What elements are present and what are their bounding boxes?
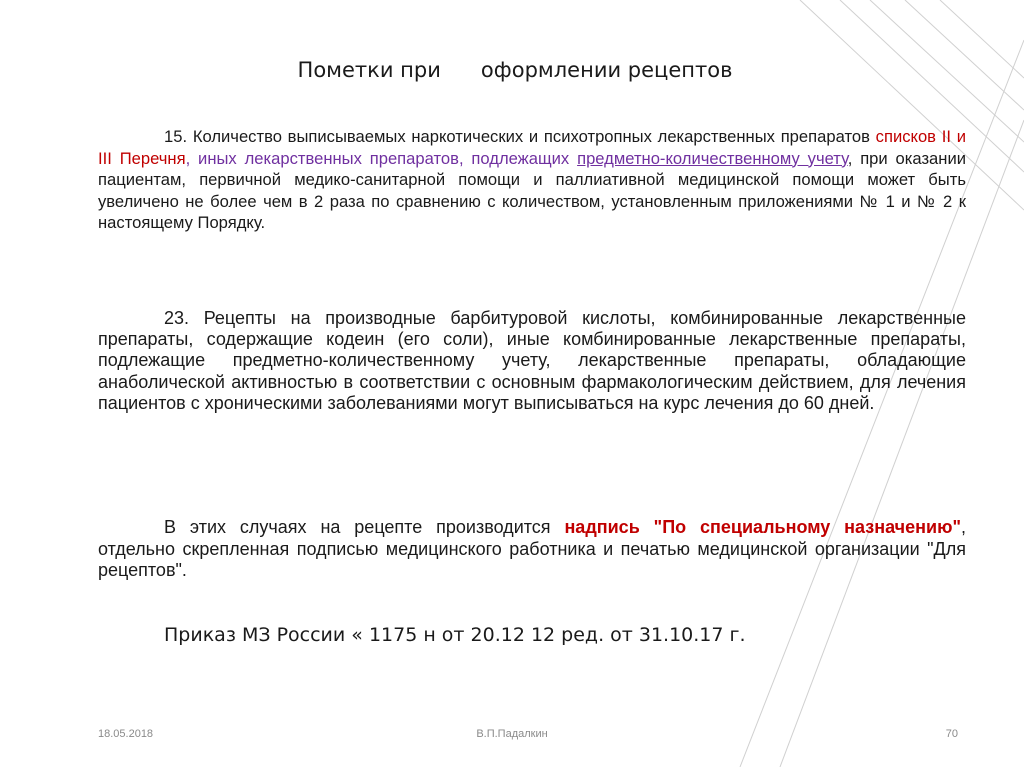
special-purpose-inscription-highlight: надпись "По специальному назначению" — [564, 517, 961, 537]
paragraph-15 — [98, 126, 966, 234]
paragraph-15-comma: , — [185, 148, 199, 168]
slide-title: Пометки при оформлении рецептов — [297, 58, 733, 82]
paragraph-note-part1: В этих случаях на рецепте производится — [164, 517, 565, 537]
footer-author: В.П.Падалкин — [476, 728, 548, 740]
paragraph-15-part2: , при оказании пациентам, первичной медико-санитарной помощи и паллиативной медицинской помощи может быть увеличено не более чем в 2 раза по сравнению с количеством, установленным приложениями № 1 и № 2 к настоящему Порядку. — [98, 148, 966, 232]
paragraph-23: 23. Рецепты на производные барбитуровой кислоты, комбинированные лекарственные препараты, содержащие кодеин (его соли), иные комбинированные лекарственные препараты, подлежащие предметно-количественному учету, лекарственные препараты, обладающие анаболической активностью в соответствии с основным фармакологическим действием, для лечения пациентов с хроническими заболеваниями могут выписываться на курс лечения до 60 дней. — [98, 308, 966, 413]
paragraph-15-other-drugs-highlight: иных лекарственных препаратов, подлежащих — [198, 148, 578, 168]
footer-date: 18.05.2018 — [98, 728, 154, 740]
footer-page-number: 70 — [945, 728, 958, 740]
paragraph-15-lists-highlight: списков II и III Перечня — [98, 127, 966, 168]
paragraph-15-subject-accounting-highlight: предметно-количественному учету — [577, 148, 848, 168]
order-reference: Приказ МЗ России « 1175 н от 20.12 12 ред. от 31.10.17 г. — [164, 624, 746, 646]
paragraph-note — [98, 517, 966, 582]
paragraph-note-part2: , отдельно скрепленная подписью медицинского работника и печатью медицинской организации "Для рецептов". — [98, 517, 966, 580]
paragraph-15-part1: 15. Количество выписываемых наркотических и психотропных лекарственных препаратов — [164, 127, 876, 146]
